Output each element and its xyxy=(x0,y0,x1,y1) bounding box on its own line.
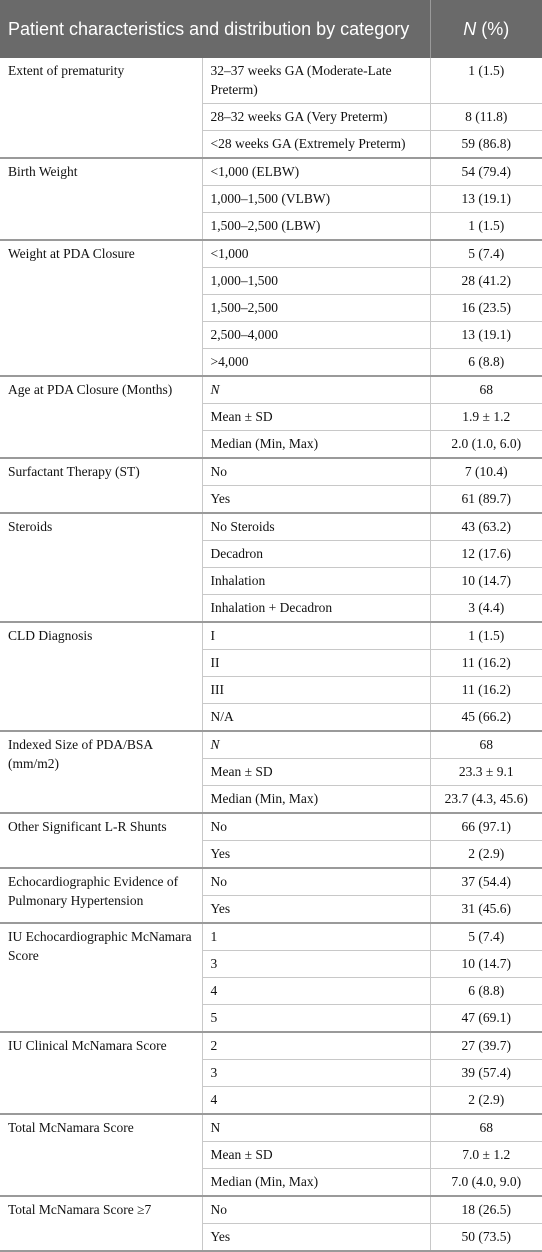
group-12 xyxy=(0,1114,542,1196)
group-0 xyxy=(0,58,542,158)
category-label: Steroids xyxy=(0,513,202,622)
value-cell: 59 (86.8) xyxy=(430,131,542,159)
subcategory-label: N xyxy=(202,376,430,404)
group-5 xyxy=(0,513,542,622)
value-cell: 1 (1.5) xyxy=(430,622,542,650)
value-cell: 13 (19.1) xyxy=(430,322,542,349)
category-label: IU Echocardiographic McNamara Score xyxy=(0,923,202,1032)
subcategory-label: Median (Min, Max) xyxy=(202,431,430,459)
value-cell: 68 xyxy=(430,731,542,759)
subcategory-label: No xyxy=(202,1196,430,1224)
value-cell: 68 xyxy=(430,376,542,404)
table-row xyxy=(0,813,542,841)
group-13 xyxy=(0,1196,542,1251)
value-cell: 10 (14.7) xyxy=(430,568,542,595)
value-cell: 61 (89.7) xyxy=(430,486,542,514)
value-cell: 23.3 ± 9.1 xyxy=(430,759,542,786)
header-row xyxy=(0,0,542,58)
value-cell: 11 (16.2) xyxy=(430,677,542,704)
subcategory-label: 5 xyxy=(202,1005,430,1033)
table-row xyxy=(0,1032,542,1060)
category-label: Echocardiographic Evidence of Pulmonary Hypertension xyxy=(0,868,202,923)
value-cell: 68 xyxy=(430,1114,542,1142)
subcategory-label: 28–32 weeks GA (Very Preterm) xyxy=(202,104,430,131)
group-11 xyxy=(0,1032,542,1114)
value-cell: 27 (39.7) xyxy=(430,1032,542,1060)
subcategory-label: <28 weeks GA (Extremely Preterm) xyxy=(202,131,430,159)
subcategory-label: Inhalation + Decadron xyxy=(202,595,430,623)
value-cell: 2 (2.9) xyxy=(430,841,542,869)
subcategory-label: Mean ± SD xyxy=(202,759,430,786)
subcategory-label: 32–37 weeks GA (Moderate-Late Preterm) xyxy=(202,58,430,104)
subcategory-label: Yes xyxy=(202,1224,430,1252)
subcategory-label: >4,000 xyxy=(202,349,430,377)
value-cell: 8 (11.8) xyxy=(430,104,542,131)
subcategory-label: 1 xyxy=(202,923,430,951)
group-1 xyxy=(0,158,542,240)
value-cell: 31 (45.6) xyxy=(430,896,542,924)
value-cell: 7.0 (4.0, 9.0) xyxy=(430,1169,542,1197)
subcategory-label: No Steroids xyxy=(202,513,430,541)
category-label: Age at PDA Closure (Months) xyxy=(0,376,202,458)
subcategory-label: <1,000 xyxy=(202,240,430,268)
value-cell: 3 (4.4) xyxy=(430,595,542,623)
subcategory-label: 3 xyxy=(202,1060,430,1087)
table-row xyxy=(0,158,542,186)
header-n-percent xyxy=(430,0,542,58)
value-cell: 10 (14.7) xyxy=(430,951,542,978)
value-cell: 23.7 (4.3, 45.6) xyxy=(430,786,542,814)
group-6 xyxy=(0,622,542,731)
category-label: IU Clinical McNamara Score xyxy=(0,1032,202,1114)
category-label: Other Significant L-R Shunts xyxy=(0,813,202,868)
subcategory-label: Median (Min, Max) xyxy=(202,1169,430,1197)
category-label: Total McNamara Score ≥7 xyxy=(0,1196,202,1251)
subcategory-label: 2 xyxy=(202,1032,430,1060)
subcategory-label: 1,000–1,500 (VLBW) xyxy=(202,186,430,213)
header-characteristic: Patient characteristics and distribution by category xyxy=(0,0,430,58)
value-cell: 1 (1.5) xyxy=(430,213,542,241)
value-cell: 28 (41.2) xyxy=(430,268,542,295)
table-row xyxy=(0,240,542,268)
subcategory-label: N xyxy=(202,731,430,759)
group-2 xyxy=(0,240,542,376)
header-pct-label: (%) xyxy=(476,18,510,39)
table-row xyxy=(0,1196,542,1224)
value-cell: 45 (66.2) xyxy=(430,704,542,732)
category-label: Indexed Size of PDA/BSA (mm/m2) xyxy=(0,731,202,813)
subcategory-label: <1,000 (ELBW) xyxy=(202,158,430,186)
subcategory-label: Decadron xyxy=(202,541,430,568)
subcategory-label: No xyxy=(202,868,430,896)
value-cell: 2.0 (1.0, 6.0) xyxy=(430,431,542,459)
table-row xyxy=(0,58,542,104)
subcategory-label: No xyxy=(202,813,430,841)
subcategory-label: Mean ± SD xyxy=(202,404,430,431)
group-8 xyxy=(0,813,542,868)
category-label: Birth Weight xyxy=(0,158,202,240)
value-cell: 1 (1.5) xyxy=(430,58,542,104)
table-row xyxy=(0,1114,542,1142)
table-row xyxy=(0,923,542,951)
category-label: Extent of prematurity xyxy=(0,58,202,158)
subcategory-label: Yes xyxy=(202,896,430,924)
subcategory-label: N xyxy=(202,1114,430,1142)
table-row xyxy=(0,513,542,541)
subcategory-label: Inhalation xyxy=(202,568,430,595)
category-label: Surfactant Therapy (ST) xyxy=(0,458,202,513)
header-n-label: N xyxy=(463,18,477,39)
value-cell: 43 (63.2) xyxy=(430,513,542,541)
table-header xyxy=(0,0,542,58)
subcategory-label: 4 xyxy=(202,1087,430,1115)
subcategory-label: III xyxy=(202,677,430,704)
subcategory-label: 1,500–2,500 xyxy=(202,295,430,322)
subcategory-label: II xyxy=(202,650,430,677)
subcategory-label: 4 xyxy=(202,978,430,1005)
subcategory-label: I xyxy=(202,622,430,650)
table-row xyxy=(0,622,542,650)
subcategory-label: 2,500–4,000 xyxy=(202,322,430,349)
table-row xyxy=(0,731,542,759)
value-cell: 7.0 ± 1.2 xyxy=(430,1142,542,1169)
value-cell: 5 (7.4) xyxy=(430,240,542,268)
value-cell: 11 (16.2) xyxy=(430,650,542,677)
value-cell: 37 (54.4) xyxy=(430,868,542,896)
value-cell: 5 (7.4) xyxy=(430,923,542,951)
group-7 xyxy=(0,731,542,813)
group-3 xyxy=(0,376,542,458)
category-label: CLD Diagnosis xyxy=(0,622,202,731)
value-cell: 47 (69.1) xyxy=(430,1005,542,1033)
table-row xyxy=(0,458,542,486)
subcategory-label: Yes xyxy=(202,486,430,514)
subcategory-label: No xyxy=(202,458,430,486)
subcategory-label: N/A xyxy=(202,704,430,732)
subcategory-label: 3 xyxy=(202,951,430,978)
group-10 xyxy=(0,923,542,1032)
value-cell: 16 (23.5) xyxy=(430,295,542,322)
value-cell: 13 (19.1) xyxy=(430,186,542,213)
value-cell: 1.9 ± 1.2 xyxy=(430,404,542,431)
group-9 xyxy=(0,868,542,923)
subcategory-label: 1,500–2,500 (LBW) xyxy=(202,213,430,241)
table-row xyxy=(0,376,542,404)
value-cell: 66 (97.1) xyxy=(430,813,542,841)
value-cell: 50 (73.5) xyxy=(430,1224,542,1252)
value-cell: 6 (8.8) xyxy=(430,349,542,377)
subcategory-label: 1,000–1,500 xyxy=(202,268,430,295)
subcategory-label: Yes xyxy=(202,841,430,869)
value-cell: 39 (57.4) xyxy=(430,1060,542,1087)
subcategory-label: Median (Min, Max) xyxy=(202,786,430,814)
subcategory-label: Mean ± SD xyxy=(202,1142,430,1169)
table-row xyxy=(0,868,542,896)
value-cell: 6 (8.8) xyxy=(430,978,542,1005)
value-cell: 2 (2.9) xyxy=(430,1087,542,1115)
value-cell: 7 (10.4) xyxy=(430,458,542,486)
value-cell: 12 (17.6) xyxy=(430,541,542,568)
group-4 xyxy=(0,458,542,513)
category-label: Weight at PDA Closure xyxy=(0,240,202,376)
category-label: Total McNamara Score xyxy=(0,1114,202,1196)
value-cell: 18 (26.5) xyxy=(430,1196,542,1224)
value-cell: 54 (79.4) xyxy=(430,158,542,186)
